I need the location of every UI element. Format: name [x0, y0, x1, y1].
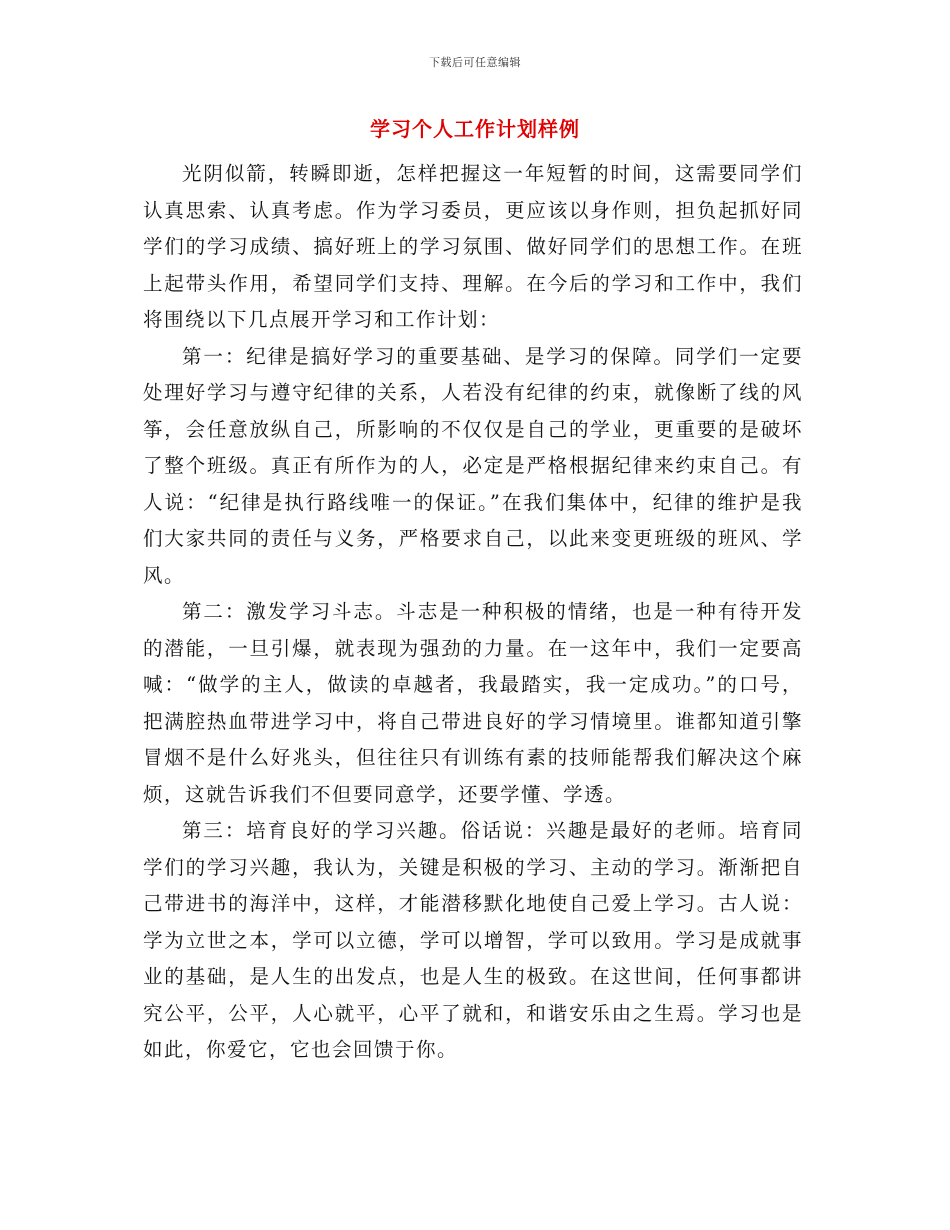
paragraph-intro: 光阴似箭，转瞬即逝，怎样把握这一年短暂的时间，这需要同学们认真思索、认真考虑。作为学习委员，更应该以身作则，担负起抓好同学们的学习成绩、搞好班上的学习氛围、做好同学们的思想工作。在班上起带头作用，希望同学们支持、理解。在今后的学习和工作中，我们将围绕以下几点展开学习和工作计划：	[143, 162, 803, 331]
paragraph-third: 第三：培育良好的学习兴趣。俗话说：兴趣是最好的老师。培育同学们的学习兴趣，我认为，关键是积极的学习、主动的学习。渐渐把自己带进书的海洋中，这样，才能潜移默化地使自己爱上学习。古人说：学为立世之本，学可以立德，学可以增智，学可以致用。学习是成就事业的基础，是人生的出发点，也是人生的极致。在这世间，任何事都讲究公平，公平，人心就平，心平了就和，和谐安乐由之生焉。学习也是如此，你爱它，它也会回馈于你。	[143, 819, 803, 1061]
page-header: 下载后可任意编辑	[429, 56, 521, 69]
paragraph-second: 第二：激发学习斗志。斗志是一种积极的情绪，也是一种有待开发的潜能，一旦引爆，就表现为强劲的力量。在一这年中，我们一定要高喊：“做学的主人，做读的卓越者，我最踏实，我一定成功。”的口号，把满腔热血带进学习中，将自己带进良好的学习情境里。谁都知道引擎冒烟不是什么好兆头，但往往只有训练有素的技师能帮我们解决这个麻烦，这就告诉我们不但要同意学，还要学懂、学透。	[143, 600, 803, 806]
document-title: 学习个人工作计划样例	[370, 117, 580, 141]
paragraph-first: 第一：纪律是搞好学习的重要基础、是学习的保障。同学们一定要处理好学习与遵守纪律的关系，人若没有纪律的约束，就像断了线的风筝，会任意放纵自己，所影响的不仅仅是自己的学业，更重要的是破坏了整个班级。真正有所作为的人，必定是严格根据纪律来约束自己。有人说：“纪律是执行路线唯一的保证。”在我们集体中，纪律的维护是我们大家共同的责任与义务，严格要求自己，以此来变更班级的班风、学风。	[143, 344, 803, 587]
document-body	[143, 156, 803, 1069]
